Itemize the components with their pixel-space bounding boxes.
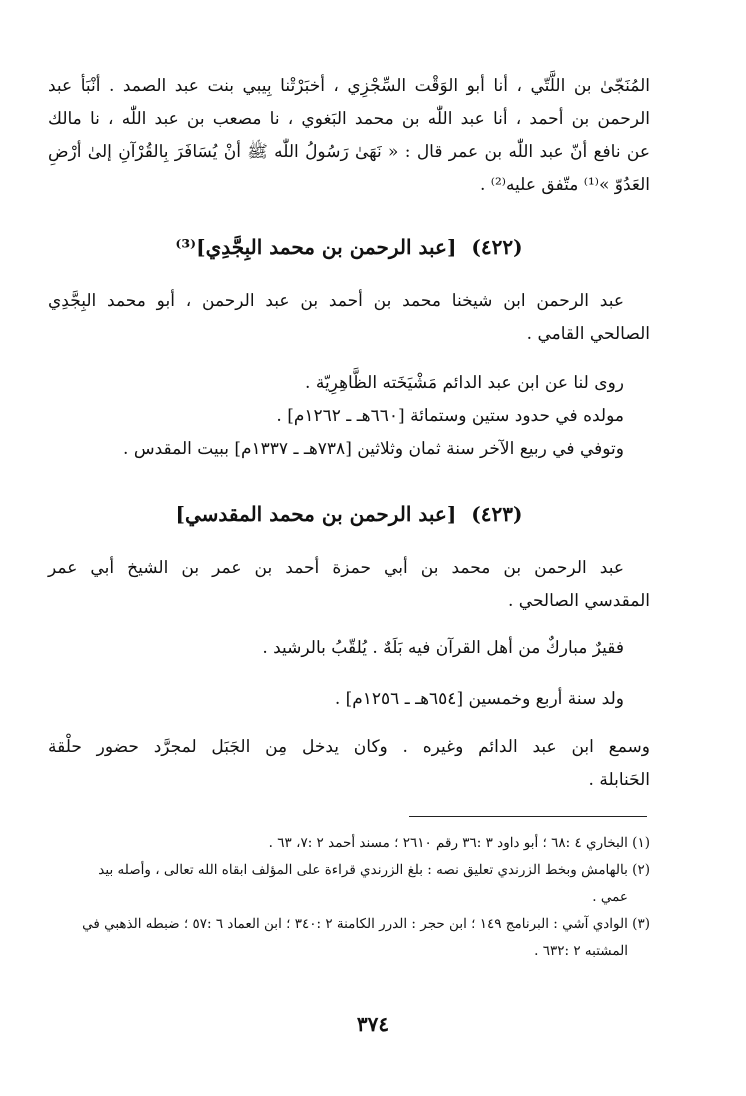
entry-423-heading	[48, 502, 650, 526]
text-line: روى لنا عن ابن عبد الدائم مَشْيَخَته الظَّاهِرِيّة .	[305, 373, 624, 393]
text-line: العَدُوّ »⁽¹⁾ متّفق عليه⁽²⁾ .	[479, 175, 650, 195]
entry-422-details	[48, 367, 650, 466]
entry-422-body	[48, 285, 650, 351]
text-line: المقدسي الصالحي .	[507, 591, 650, 611]
footnotes	[48, 830, 650, 965]
entry-title: [عبد الرحمن بن محمد المقدسي]	[175, 502, 457, 526]
footnote: (١) البخاري ٤ :٦٨ ؛ أبو داود ٣ :٣٦ رقم ٢٦١٠ ؛ مسند أحمد ٢ :٧، ٦٣ .	[268, 835, 650, 851]
footnote: (٣) الوادي آشي : البرنامج ١٤٩ ؛ ابن حجر : الدرر الكامنة ٢ :٣٤٠ ؛ ابن العماد ٦ :٥٧ ؛ ضبطه الذهبي في	[82, 916, 650, 932]
entry-423-body	[48, 552, 650, 618]
text-line: الصالحي القامي .	[526, 324, 650, 344]
text-line: فقيرٌ مباركٌ من أهل القرآن فيه بَلَهٌ . يُلقّبُ بالرشيد .	[262, 638, 624, 658]
page-number: ٣٧٤	[356, 1012, 390, 1036]
text-line: عبد الرحمن ابن شيخنا محمد بن أحمد بن عبد الرحمن ، أبو محمد البِجَّدِي	[48, 291, 624, 311]
entry-423-birth	[48, 683, 650, 716]
entry-423-heard	[48, 731, 650, 797]
text-line: المُنَجّىٰ بن اللَّتّي ، أنا أبو الوَقْت السِّجْزِي ، أخبَرْتْنا بِيبي بنت عبد الصمد . أنْبَأ عبد	[48, 76, 650, 96]
text-line: ولد سنة أربع وخمسين [٦٥٤هـ ـ ١٢٥٦م] .	[334, 689, 624, 709]
text-line: الحَنابلة .	[588, 770, 650, 790]
text-line: مولده في حدود ستين وستمائة [٦٦٠هـ ـ ١٢٦٢م] .	[276, 406, 624, 426]
entry-number: (٤٢٢)	[471, 235, 523, 259]
footnote-divider	[409, 816, 647, 817]
entry-422-heading	[48, 235, 650, 259]
text-line: عن نافع أنّ عبد اللّٰه بن عمر قال : « نَهَىٰ رَسُولُ اللّٰه ﷺ أنْ يُسَافَرَ بِالقُرْآنِ إلىٰ أرْضِ	[48, 142, 650, 162]
footnote-continuation: عمي .	[592, 889, 628, 905]
entry-title: [عبد الرحمن بن محمد البِجَّدِي]⁽³⁾	[175, 235, 457, 259]
text-line: وسمع ابن عبد الدائم وغيره . وكان يدخل مِن الجَبَل لمجرَّد حضور حلْقة	[48, 737, 650, 757]
entry-number: (٤٢٣)	[471, 502, 523, 526]
text-line: الرحمن بن أحمد ، أنا عبد اللّٰه بن محمد البَغوي ، نا مصعب بن عبد اللّٰه ، نا مالك	[48, 109, 650, 129]
footnote: (٢) بالهامش وبخط الزرندي تعليق نصه : بلغ الزرندي قراءة على المؤلف ابقاه الله تعالى ، وأصله بيد	[98, 862, 650, 878]
footnote-continuation: المشتبه ٢ :٦٣٢ .	[534, 943, 628, 959]
entry-423-trait	[48, 632, 650, 665]
text-line: وتوفي في ربيع الآخر سنة ثمان وثلاثين [٧٣٨هـ ـ ١٣٣٧م] ببيت المقدس .	[123, 439, 624, 459]
text-line: عبد الرحمن بن محمد بن أبي حمزة أحمد بن عمر بن الشيخ أبي عمر	[48, 558, 624, 578]
previous-entry-text	[48, 70, 650, 202]
